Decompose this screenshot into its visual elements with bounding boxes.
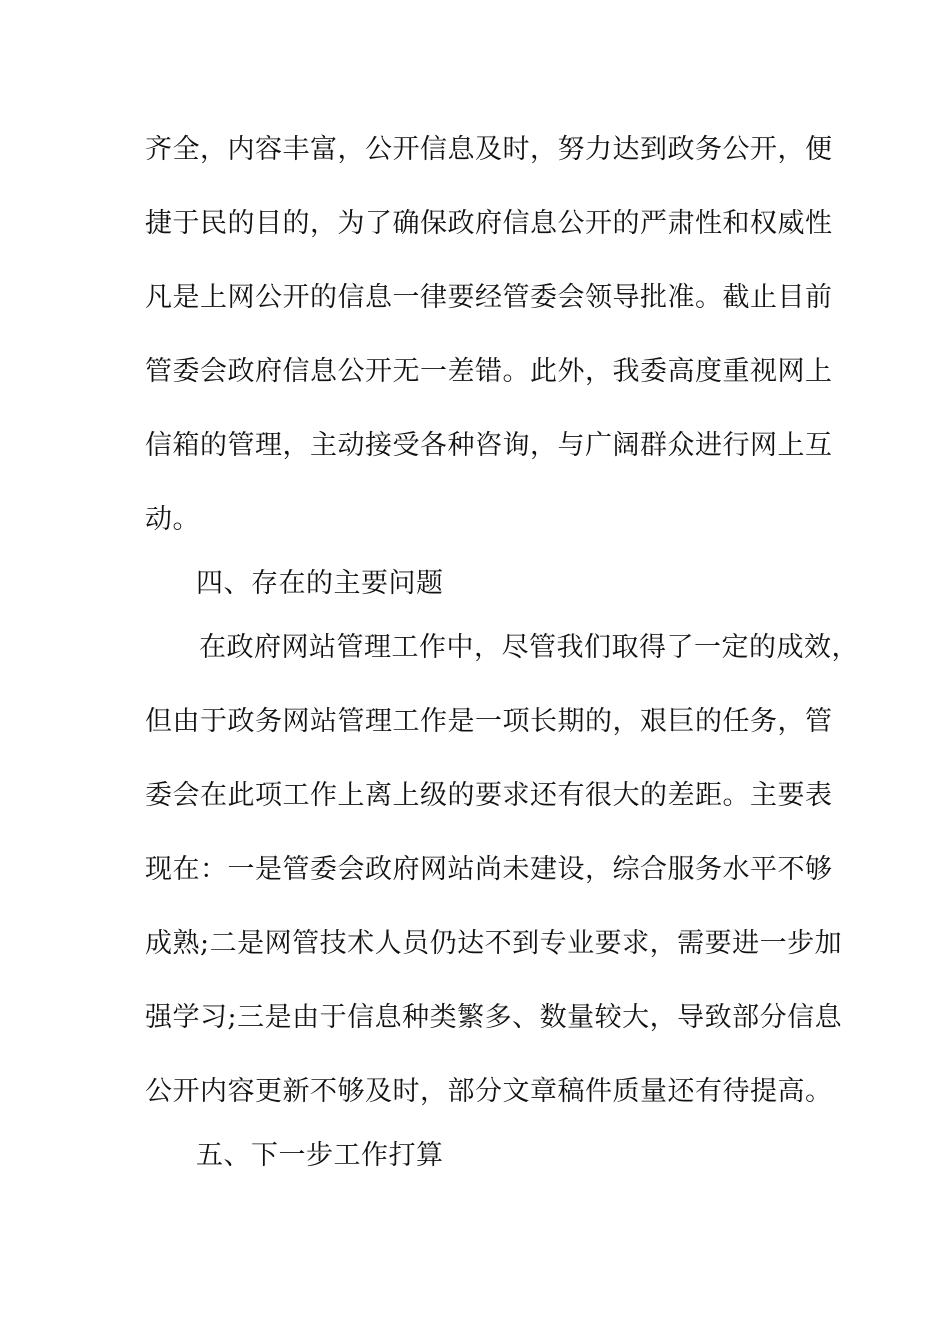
section-heading-4: 四、存在的主要问题 [196, 568, 444, 599]
paragraph-line: 信箱的管理，主动接受各种咨询，与广阔群众进行网上互 [145, 430, 833, 461]
paragraph-line: 委会在此项工作上离上级的要求还有很大的差距。主要表 [145, 780, 833, 811]
paragraph-line: 齐全，内容丰富，公开信息及时，努力达到政务公开，便 [145, 134, 833, 165]
paragraph-line: 成熟;二是网管技术人员仍达不到专业要求，需要进一步加 [145, 928, 843, 959]
paragraph-line: 捷于民的目的，为了确保政府信息公开的严肃性和权威性 [145, 208, 833, 239]
paragraph-line: 在政府网站管理工作中，尽管我们取得了一定的成效， [199, 632, 859, 663]
paragraph-line: 公开内容更新不够及时，部分文章稿件质量还有待提高。 [145, 1076, 833, 1107]
section-heading-5: 五、下一步工作打算 [196, 1140, 444, 1171]
paragraph-line: 凡是上网公开的信息一律要经管委会领导批准。截止目前 [145, 282, 833, 313]
paragraph-line: 强学习;三是由于信息种类繁多、数量较大，导致部分信息 [145, 1002, 843, 1033]
paragraph-line: 但由于政务网站管理工作是一项长期的，艰巨的任务，管 [145, 706, 833, 737]
paragraph-line: 动。 [145, 504, 200, 535]
paragraph-line: 管委会政府信息公开无一差错。此外，我委高度重视网上 [145, 356, 833, 387]
paragraph-line: 现在：一是管委会政府网站尚未建设，综合服务水平不够 [145, 854, 833, 885]
